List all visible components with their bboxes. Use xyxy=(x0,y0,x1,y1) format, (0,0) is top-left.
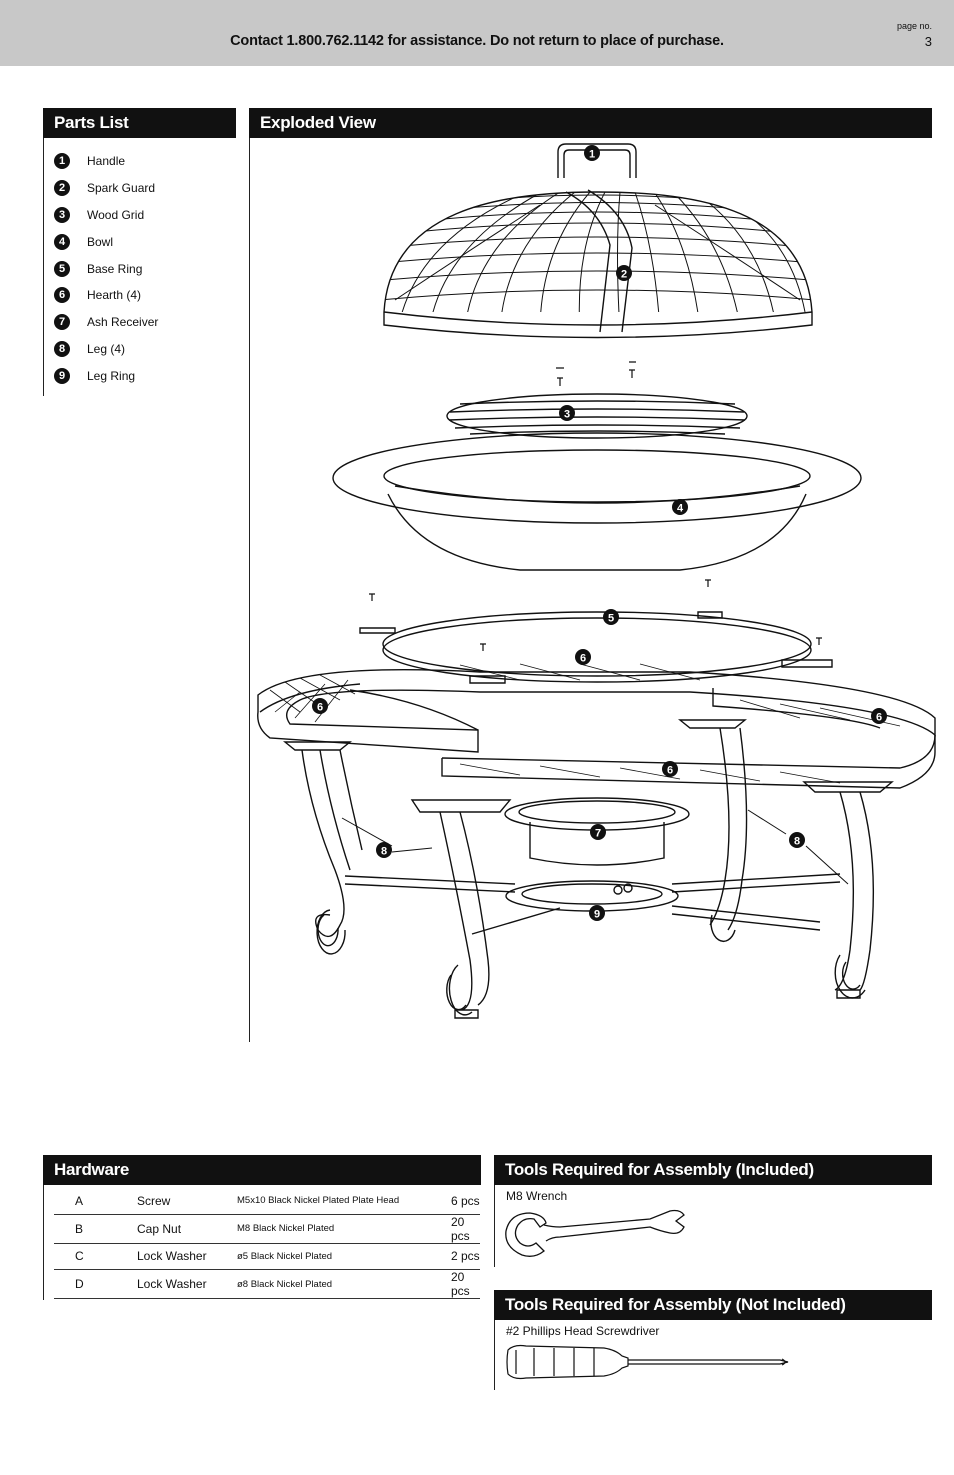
hardware-description: M8 Black Nickel Plated xyxy=(237,1214,451,1243)
page-number: 3 xyxy=(924,34,932,49)
hardware-description: ø5 Black Nickel Plated xyxy=(237,1243,451,1270)
wood-grid-drawing xyxy=(447,394,747,438)
bowl-drawing xyxy=(333,433,861,570)
part-number-badge: 3 xyxy=(54,207,70,223)
hardware-description: ø8 Black Nickel Plated xyxy=(237,1270,451,1299)
table-row xyxy=(54,1214,480,1243)
screwdriver-icon xyxy=(504,1340,804,1386)
page-number-label: page no. xyxy=(896,21,932,31)
tool-included-label: M8 Wrench xyxy=(506,1189,568,1203)
hardware-letter: C xyxy=(54,1243,137,1270)
parts-list-item xyxy=(54,282,158,309)
hardware-title: Hardware xyxy=(43,1155,481,1185)
leg-ring-drawing xyxy=(506,881,678,911)
parts-list-item xyxy=(54,148,158,175)
parts-list-item xyxy=(54,336,158,363)
part-name: Hearth (4) xyxy=(87,288,142,303)
tools-included-border xyxy=(494,1185,495,1267)
parts-list-item xyxy=(54,175,158,202)
part-number-badge: 8 xyxy=(54,341,70,357)
part-name: Leg (4) xyxy=(87,341,126,356)
tools-included-title: Tools Required for Assembly (Included) xyxy=(494,1155,932,1185)
spark-guard-drawing xyxy=(380,190,815,338)
part-name: Handle xyxy=(87,154,126,169)
callout-leg-ring-label: 9 xyxy=(593,908,601,921)
part-number-badge: 7 xyxy=(54,314,70,330)
parts-list-item xyxy=(54,309,158,336)
hardware-border xyxy=(43,1185,44,1300)
parts-list xyxy=(54,148,158,389)
parts-list-title: Parts List xyxy=(43,108,236,138)
callout-base-ring-label: 5 xyxy=(607,612,615,625)
hardware-name: Cap Nut xyxy=(137,1214,237,1243)
tools-not-included-border xyxy=(494,1320,495,1390)
table-row xyxy=(54,1243,480,1270)
tools-not-included-title: Tools Required for Assembly (Not Included) xyxy=(494,1290,932,1320)
table-row xyxy=(54,1270,480,1299)
hardware-letter: A xyxy=(54,1188,137,1214)
wrench-icon xyxy=(500,1205,690,1265)
part-name: Wood Grid xyxy=(87,207,145,222)
exploded-view-title: Exploded View xyxy=(249,108,932,138)
part-number-badge: 1 xyxy=(54,153,70,169)
hardware-letter: D xyxy=(54,1270,137,1299)
part-number-badge: 5 xyxy=(54,261,70,277)
hardware-name: Lock Washer xyxy=(137,1270,237,1299)
hardware-quantity: 20 pcs xyxy=(451,1214,480,1243)
hardware-quantity: 20 pcs xyxy=(451,1270,480,1299)
callout-hearth-front-label: 6 xyxy=(666,764,674,777)
part-number-badge: 4 xyxy=(54,234,70,250)
callout-ash-receiver-label: 7 xyxy=(594,827,602,840)
hardware-table xyxy=(54,1188,480,1299)
parts-list-item xyxy=(54,362,158,389)
callout-spark-guard-label: 2 xyxy=(620,268,628,281)
part-number-badge: 2 xyxy=(54,180,70,196)
part-name: Spark Guard xyxy=(87,181,156,196)
parts-list-item xyxy=(54,202,158,229)
part-number-badge: 9 xyxy=(54,368,70,384)
hardware-description: M5x10 Black Nickel Plated Plate Head xyxy=(237,1188,451,1214)
hardware-letter: B xyxy=(54,1214,137,1243)
callout-hearth-right-label: 6 xyxy=(875,711,883,724)
callout-handle-label: 1 xyxy=(588,148,596,161)
hardware-quantity: 2 pcs xyxy=(451,1243,480,1270)
table-row xyxy=(54,1188,480,1214)
hardware-name: Screw xyxy=(137,1188,237,1214)
callout-hearth-back-label: 6 xyxy=(579,652,587,665)
part-name: Ash Receiver xyxy=(87,315,159,330)
parts-list-item xyxy=(54,255,158,282)
screws-drawing xyxy=(369,362,822,651)
legs-drawing xyxy=(285,720,892,1018)
callout-leg-right-label: 8 xyxy=(793,835,801,848)
part-name: Bowl xyxy=(87,234,114,249)
callout-bowl-label: 4 xyxy=(676,502,684,515)
callout-wood-grid-label: 3 xyxy=(563,408,571,421)
hardware-quantity: 6 pcs xyxy=(451,1188,480,1214)
part-number-badge: 6 xyxy=(54,287,70,303)
parts-list-item xyxy=(54,228,158,255)
part-name: Base Ring xyxy=(87,261,143,276)
exploded-view-diagram xyxy=(250,138,950,1038)
hardware-name: Lock Washer xyxy=(137,1243,237,1270)
leader-lines xyxy=(342,810,848,884)
callout-leg-left-label: 8 xyxy=(380,845,388,858)
tool-not-included-label: #2 Phillips Head Screwdriver xyxy=(506,1324,660,1338)
part-name: Leg Ring xyxy=(87,368,136,383)
callout-hearth-left-label: 6 xyxy=(316,701,324,714)
parts-list-border xyxy=(43,138,44,396)
header-contact: Contact 1.800.762.1142 for assistance. Do not return to place of purchase. xyxy=(230,33,724,49)
